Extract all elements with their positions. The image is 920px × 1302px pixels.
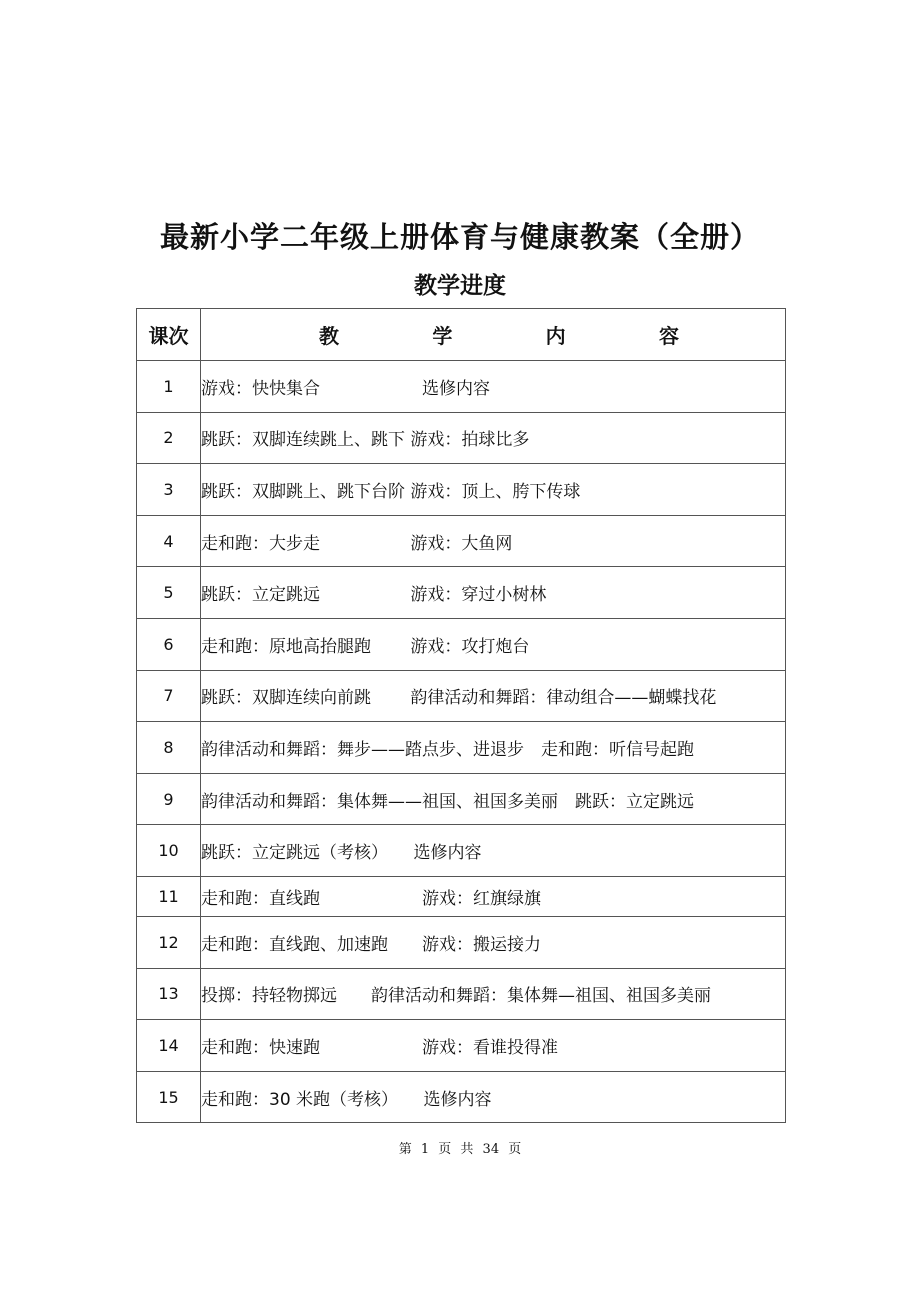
lesson-number: 8 — [137, 722, 201, 774]
header-char: 学 — [432, 324, 453, 348]
table-row — [137, 773, 786, 825]
lesson-content: 走和跑：大步走 游戏：大鱼网 — [201, 515, 786, 567]
lesson-content: 韵律活动和舞蹈：集体舞——祖国、祖国多美丽 跳跃：立定跳远 — [201, 773, 786, 825]
lesson-number: 10 — [137, 825, 201, 877]
table-row — [137, 825, 786, 877]
header-char: 内 — [545, 324, 566, 348]
lesson-number: 1 — [137, 361, 201, 413]
document-title: 最新小学二年级上册体育与健康教案（全册） — [159, 220, 760, 254]
header-char: 教 — [319, 324, 339, 348]
lesson-number: 7 — [137, 670, 201, 722]
lesson-number: 3 — [137, 464, 201, 516]
lesson-content: 走和跑：快速跑 游戏：看谁投得准 — [201, 1020, 786, 1072]
table-row — [137, 567, 786, 619]
table-row — [137, 412, 786, 464]
table-row — [137, 1020, 786, 1072]
table-row — [137, 968, 786, 1020]
header-content — [201, 309, 786, 361]
table-row — [137, 670, 786, 722]
header-char: 容 — [658, 324, 679, 348]
lesson-number: 15 — [137, 1071, 201, 1123]
lesson-content: 投掷：持轻物掷远 韵律活动和舞蹈：集体舞—祖国、祖国多美丽 — [201, 968, 786, 1020]
header-lesson: 课次 — [137, 309, 201, 361]
lesson-number: 9 — [137, 773, 201, 825]
table-row — [137, 722, 786, 774]
teaching-schedule-table — [136, 308, 786, 1123]
table-row — [137, 361, 786, 413]
lesson-content: 跳跃：立定跳远（考核） 选修内容 — [201, 825, 786, 877]
lesson-number: 12 — [137, 916, 201, 968]
lesson-number: 6 — [137, 618, 201, 670]
table-row — [137, 916, 786, 968]
lesson-content: 跳跃：双脚连续跳上、跳下 游戏：拍球比多 — [201, 412, 786, 464]
lesson-number: 2 — [137, 412, 201, 464]
section-title: 教学进度 — [414, 273, 506, 299]
lesson-number: 5 — [137, 567, 201, 619]
table-row — [137, 876, 786, 916]
lesson-content: 走和跑：直线跑、加速跑 游戏：搬运接力 — [201, 916, 786, 968]
lesson-content: 跳跃：双脚跳上、跳下台阶 游戏：顶上、胯下传球 — [201, 464, 786, 516]
page-footer: 第 1 页 共 34 页 — [398, 1142, 522, 1157]
lesson-content: 跳跃：立定跳远 游戏：穿过小树林 — [201, 567, 786, 619]
lesson-number: 14 — [137, 1020, 201, 1072]
lesson-content: 走和跑：30 米跑（考核） 选修内容 — [201, 1071, 786, 1123]
table-row — [137, 1071, 786, 1123]
lesson-content: 走和跑：直线跑 游戏：红旗绿旗 — [201, 876, 786, 916]
table-row — [137, 464, 786, 516]
lesson-number: 4 — [137, 515, 201, 567]
table-row — [137, 618, 786, 670]
lesson-content: 韵律活动和舞蹈：舞步——踏点步、进退步 走和跑：听信号起跑 — [201, 722, 786, 774]
lesson-number: 11 — [137, 876, 201, 916]
table-header-row — [137, 309, 786, 361]
table-row — [137, 515, 786, 567]
lesson-content: 跳跃：双脚连续向前跳 韵律活动和舞蹈：律动组合——蝴蝶找花 — [201, 670, 786, 722]
lesson-content: 走和跑：原地高抬腿跑 游戏：攻打炮台 — [201, 618, 786, 670]
lesson-number: 13 — [137, 968, 201, 1020]
lesson-content: 游戏：快快集合 选修内容 — [201, 361, 786, 413]
